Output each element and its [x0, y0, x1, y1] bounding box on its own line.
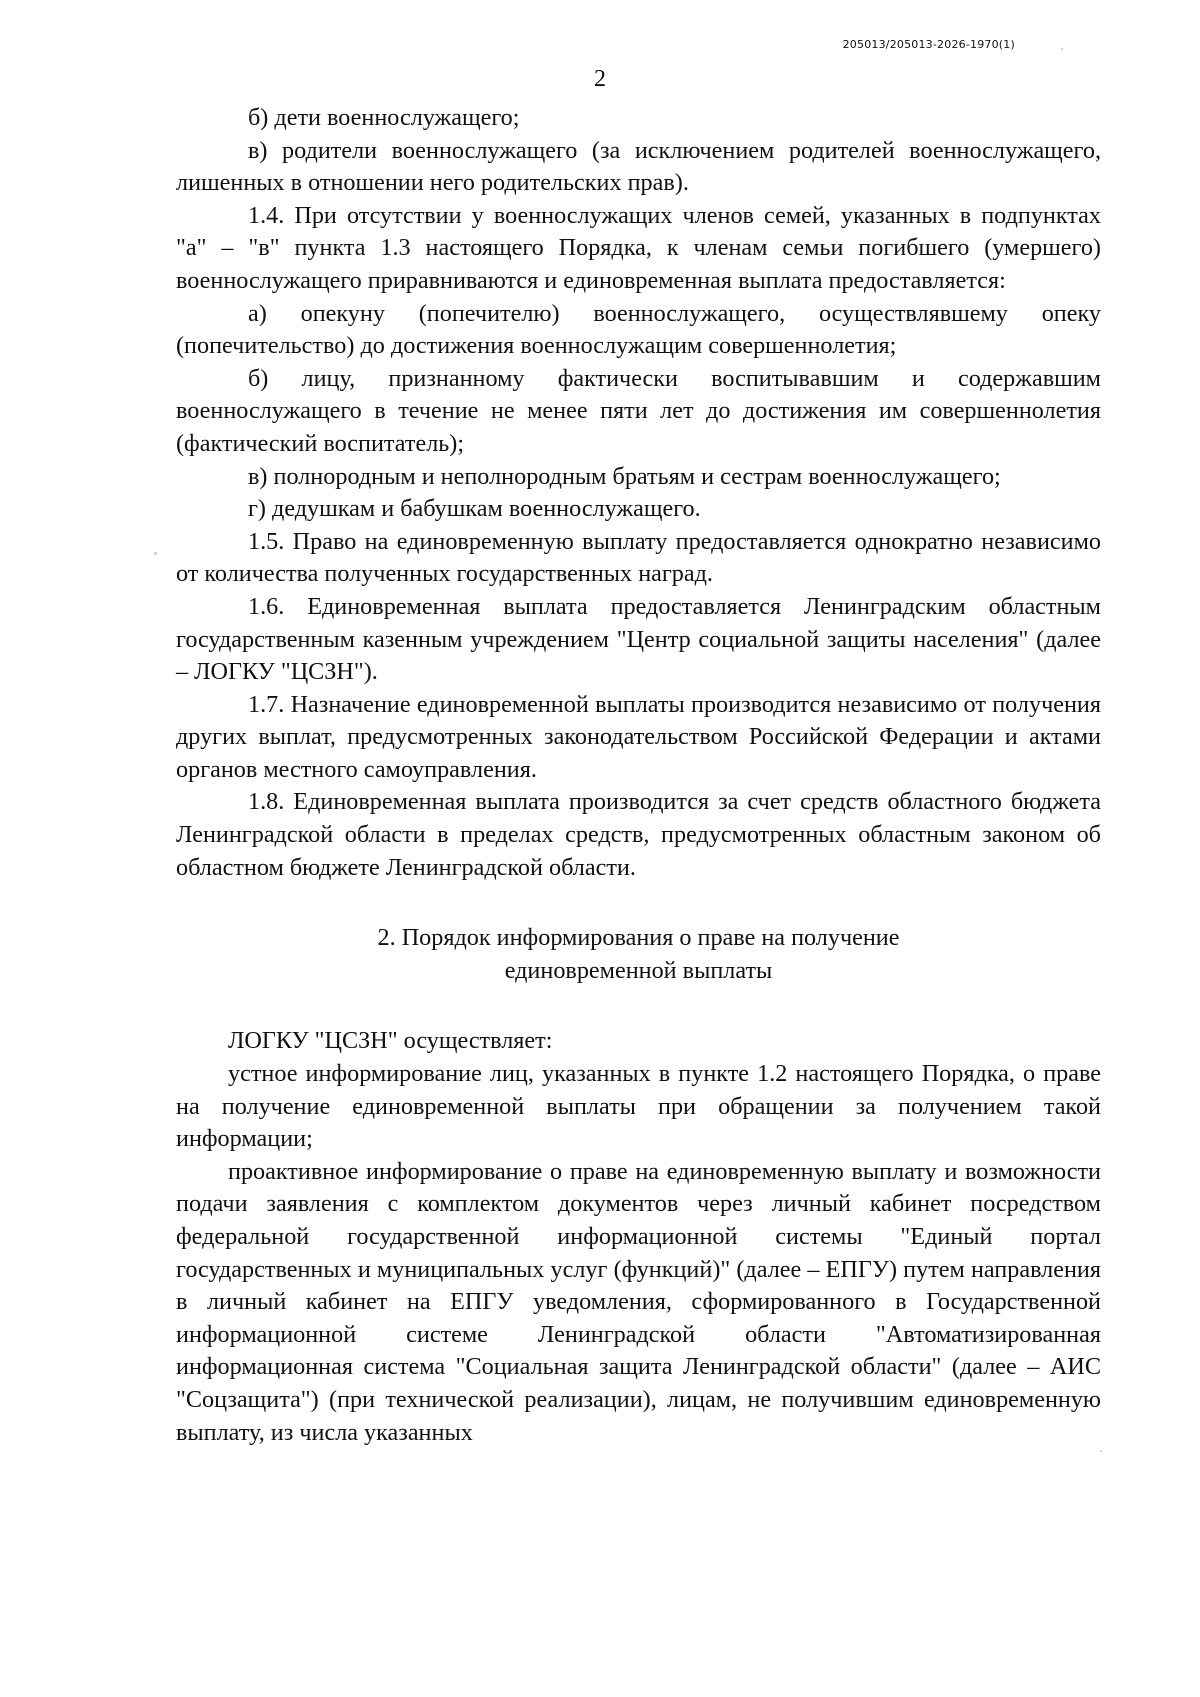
paragraph: устное информирование лиц, указанных в пункте 1.2 настоящего Порядка, о праве на получение единовременной выплаты при обращении за получением такой информации; — [176, 1060, 1101, 1153]
paragraph: 1.8. Единовременная выплата производится за счет средств областного бюджета Ленинградской области в пределах средств, предусмотренных областным законом об областном бюджете Ленинградской области. — [176, 788, 1101, 881]
paragraph: проактивное информирование о праве на единовременную выплату и возможности подачи заявления с комплектом документов через личный кабинет посредством федеральной государственной информационной системы "Единый портал государственных и муниципальных услуг (функций)" (далее – ЕПГУ) путем направления в личный кабинет на ЕПГУ уведомления, сформированного в Государственной информационной системе Ленинградской области "Автоматизированная информационная система "Социальная защита Ленинградской области" (далее – АИС "Соцзащита") (при технической реализации), лицам, не получившим единовременную выплату, из числа указанных — [176, 1157, 1101, 1446]
page-number: 2 — [594, 66, 606, 92]
paragraph: 1.5. Право на единовременную выплату предоставляется однократно независимо от количества полученных государственных наград. — [176, 527, 1101, 588]
spacer — [176, 987, 1101, 1025]
paragraph: б) дети военнослужащего; — [248, 104, 520, 131]
paragraph: б) лицу, признанному фактически воспитывавшим и содержавшим военнослужащего в течение не менее пяти лет до достижения им совершеннолетия (фактический воспитатель); — [176, 364, 1101, 457]
paragraph: 1.6. Единовременная выплата предоставляется Ленинградским областным государственным казенным учреждением "Центр социальной защиты населения" (далее – ЛОГКУ "ЦСЗН"). — [176, 592, 1101, 686]
section-heading-line-1: 2. Порядок информирования о праве на получение — [377, 924, 900, 952]
paragraph: 1.4. При отсутствии у военнослужащих членов семей, указанных в подпунктах "а" – "в" пункта 1.3 настоящего Порядка, к членам семьи погибшего (умершего) военнослужащего приравниваются и единовременная выплата предоставляется: — [176, 201, 1101, 294]
paragraph: г) дедушкам и бабушкам военнослужащего. — [248, 495, 701, 523]
scan-speck — [1100, 1450, 1102, 1452]
paragraph: в) полнородным и неполнородным братьям и сестрам военнослужащего; — [248, 462, 1001, 490]
scan-speck — [1061, 48, 1063, 50]
document-id: 205013/205013-2026-1970(1) — [842, 38, 1015, 51]
spacer — [176, 884, 1101, 922]
paragraph: а) опекуну (попечителю) военнослужащего, осуществлявшему опеку (попечительство) до достижения военнослужащим совершеннолетия; — [176, 299, 1101, 360]
scan-speck — [154, 552, 157, 555]
paragraph: ЛОГКУ "ЦСЗН" осуществляет: — [228, 1027, 553, 1055]
paragraph: в) родители военнослужащего (за исключением родителей военнослужащего, лишенных в отношении него родительских прав). — [176, 136, 1101, 197]
paragraph: 1.7. Назначение единовременной выплаты производится независимо от получения других выплат, предусмотренных законодательством Российской Федерации и актами органов местного самоуправления. — [176, 690, 1101, 783]
section-heading-line-2: единовременной выплаты — [504, 956, 773, 984]
document-body — [176, 102, 1101, 1449]
